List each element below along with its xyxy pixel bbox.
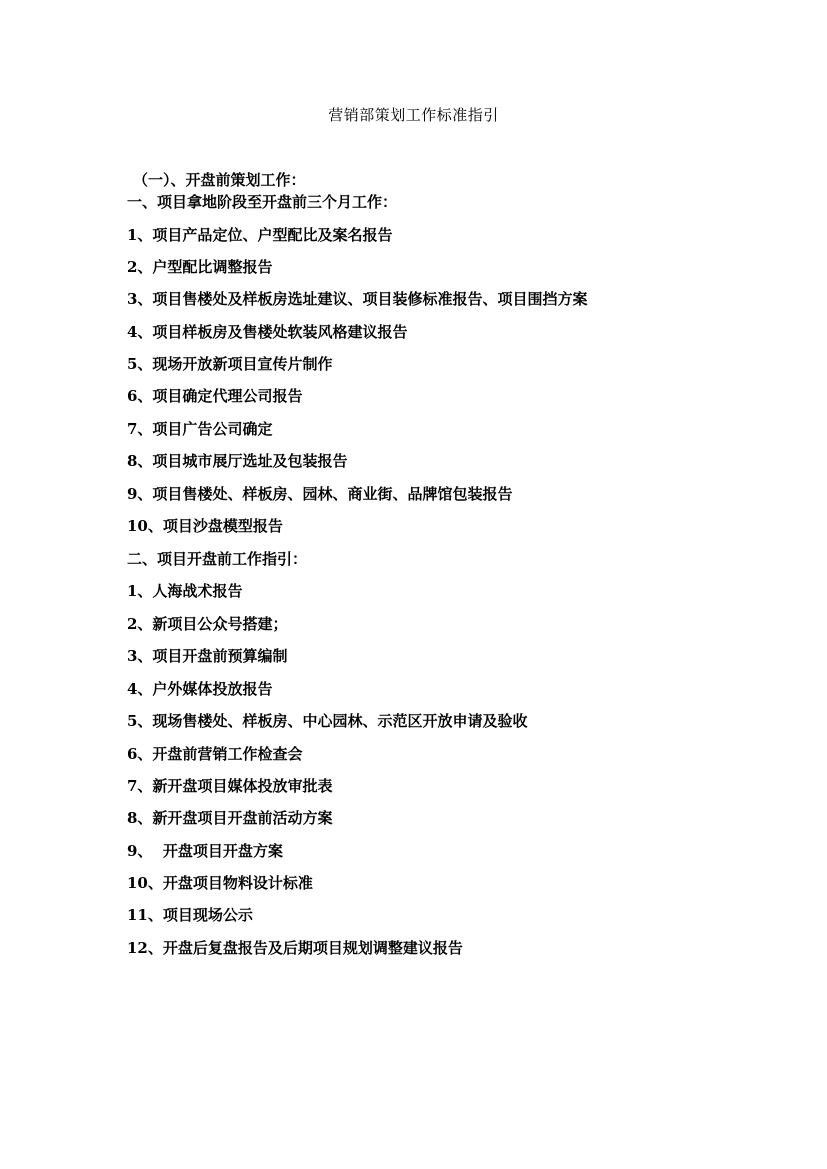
list-item: 2、户型配比调整报告: [127, 258, 273, 276]
page-title: 营销部策划工作标准指引: [328, 106, 499, 124]
list-item: 1、人海战术报告: [127, 582, 243, 600]
list-item: 7、项目广告公司确定: [127, 420, 273, 438]
list-item: 8、新开盘项目开盘前活动方案: [127, 809, 333, 827]
list-item: 6、项目确定代理公司报告: [127, 387, 303, 405]
list-item: 5、现场开放新项目宣传片制作: [127, 355, 333, 373]
section-one-heading: 一、项目拿地阶段至开盘前三个月工作：: [127, 193, 398, 211]
list-item: 4、项目样板房及售楼处软装风格建议报告: [127, 323, 408, 341]
list-item: 8、项目城市展厅选址及包装报告: [127, 452, 348, 470]
list-item: 12、开盘后复盘报告及后期项目规划调整建议报告: [127, 939, 463, 957]
subsection-heading: （一）、开盘前策划工作：: [133, 171, 306, 189]
list-item: 3、项目售楼处及样板房选址建议、项目装修标准报告、项目围挡方案: [127, 290, 588, 308]
list-item: 3、项目开盘前预算编制: [127, 647, 288, 665]
list-item: 4、户外媒体投放报告: [127, 680, 273, 698]
list-item: 5、现场售楼处、样板房、中心园林、示范区开放申请及验收: [127, 712, 528, 730]
list-item: 6、开盘前营销工作检查会: [127, 745, 303, 763]
list-item: 2、新项目公众号搭建；: [127, 615, 288, 633]
list-item: 1、项目产品定位、户型配比及案名报告: [127, 226, 393, 244]
list-item: 9、 开盘项目开盘方案: [127, 842, 283, 860]
list-item: 7、新开盘项目媒体投放审批表: [127, 777, 333, 795]
list-item: 11、项目现场公示: [127, 906, 253, 924]
list-item: 9、项目售楼处、样板房、园林、商业街、品牌馆包装报告: [127, 485, 513, 503]
list-item: 10、开盘项目物料设计标准: [127, 874, 313, 892]
section-two-heading: 二、项目开盘前工作指引：: [127, 550, 308, 568]
list-item: 10、项目沙盘模型报告: [127, 517, 283, 535]
